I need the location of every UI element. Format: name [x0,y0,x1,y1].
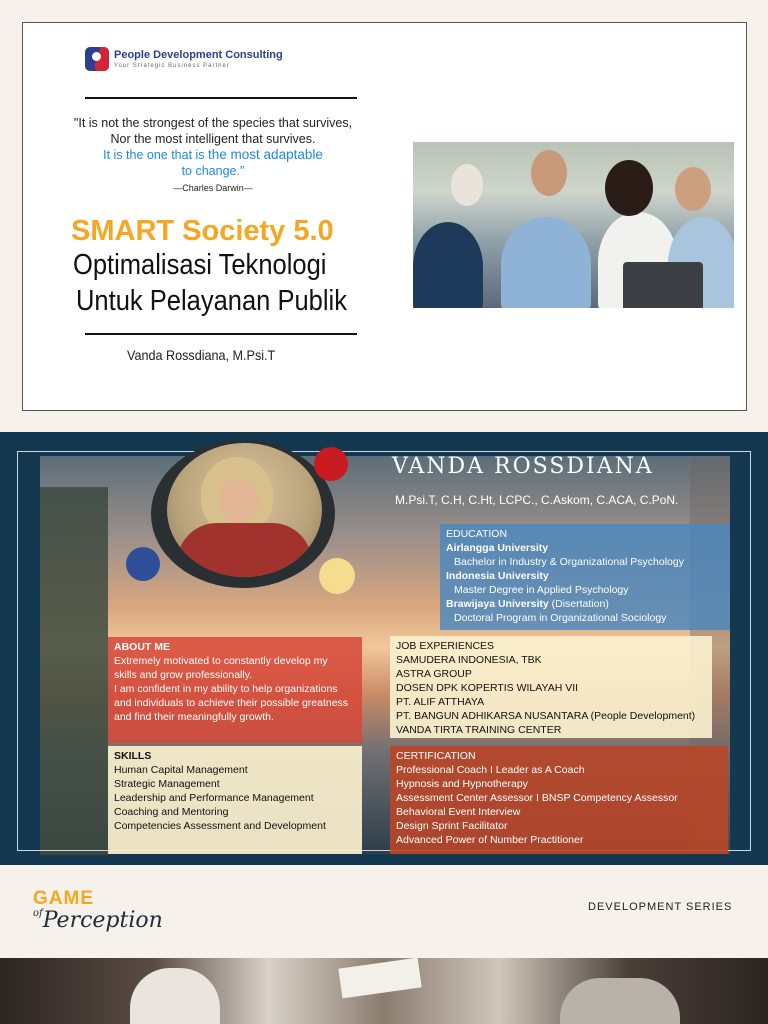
job-item: PT. ALIF ATTHAYA [396,696,485,708]
education-school: Indonesia University [446,570,549,582]
jobs-heading: JOB EXPERIENCES [396,640,495,652]
cert-item: Assessment Center Assessor I BNSP Competency Assessor [396,792,678,804]
profile-slide [0,432,768,865]
logo-icon [85,47,109,71]
quote-author: —Charles Darwin— [173,183,253,193]
quote-line-2: Nor the most intelligent that survives. [110,132,316,146]
education-degree: Bachelor in Industry & Organizational Psychology [454,556,684,568]
about-line: and find their meaningfully growth. [114,711,274,723]
profile-photo [167,443,322,577]
yellow-dot [319,558,355,594]
slide-title: SMART Society 5.0 [71,215,334,247]
education-school: Brawijaya University [446,598,549,610]
slide-subtitle-1: Optimalisasi Teknologi [73,249,327,281]
darwin-quote [53,115,373,179]
skills-box [108,746,362,854]
education-degree: Master Degree in Applied Psychology [454,584,629,596]
job-item: VANDA TIRTA TRAINING CENTER [396,724,562,736]
quote-line-1: "It is not the strongest of the species that survives, [73,116,353,130]
meeting-photo [0,958,768,1024]
about-line: and individuals to achieve their possible greatness [114,697,349,709]
skill-item: Strategic Management [114,778,220,790]
cert-item: Hypnosis and Hypnotherapy [396,778,528,790]
cert-item: Behavioral Event Interview [396,806,521,818]
skill-item: Competencies Assessment and Development [114,820,326,832]
jobs-box [390,636,712,738]
red-dot [314,447,348,481]
job-item: ASTRA GROUP [396,668,472,680]
education-degree: Doctoral Program in Organizational Sociology [454,612,667,624]
certification-heading: CERTIFICATION [396,750,476,762]
education-heading: EDUCATION [446,528,508,540]
presenter-name: Vanda Rossdiana, M.Psi.T [127,347,276,363]
top-divider [85,97,357,99]
brand-top: GAME [33,888,94,909]
job-item: DOSEN DPK KOPERTIS WILAYAH VII [396,682,579,694]
skill-item: Human Capital Management [114,764,248,776]
game-of-perception-logo [33,888,163,933]
quote-line-4: to change." [181,164,245,178]
series-label: DEVELOPMENT SERIES [588,901,733,913]
skill-item: Coaching and Mentoring [114,806,229,818]
cert-item: Advanced Power of Number Practitioner [396,834,584,846]
skill-item: Leadership and Performance Management [114,792,314,804]
education-school: Airlangga University [446,542,549,554]
bottom-divider [85,333,357,335]
brand-bottom: $^{of}$Perception [33,908,163,933]
cert-item: Design Sprint Facilitator [396,820,508,832]
logo-name: People Development Consulting [114,48,283,61]
job-item: PT. BANGUN ADHIKARSA NUSANTARA (People Development) [396,710,696,722]
about-line: Extremely motivated to constantly develop my [114,655,328,667]
skills-heading: SKILLS [114,750,152,762]
slide-subtitle-2: Untuk Pelayanan Publik [76,285,347,317]
certification-box [390,746,728,854]
cert-item: Professional Coach I Leader as A Coach [396,764,585,776]
about-box [108,637,362,743]
profile-name: VANDA ROSSDIANA [392,454,654,479]
job-item: SAMUDERA INDONESIA, TBK [396,654,542,666]
team-photo [413,142,734,308]
quote-line-3: It is the one that is the most adaptable [103,147,323,162]
title-slide [22,22,747,411]
logo-tagline: Your Strategic Business Partner [114,62,230,69]
about-line: I am confident in my ability to help organizations [114,683,338,695]
profile-credentials: M.Psi.T, C.H, C.Ht, LCPC., C.Askom, C.ACA, C.PoN. [395,493,679,507]
company-logo [85,47,283,71]
about-heading: ABOUT ME [114,641,170,653]
education-box: EDUCATION Airlangga University Bachelor in Industry & Organizational Psychology Indonesia University Master Degree in Applied Psychology Brawijaya University (Disertation) Doctoral Program in Organizational Sociology [440,524,730,630]
blue-dot [126,547,160,581]
about-line: skills and grow professionally. [114,669,253,681]
